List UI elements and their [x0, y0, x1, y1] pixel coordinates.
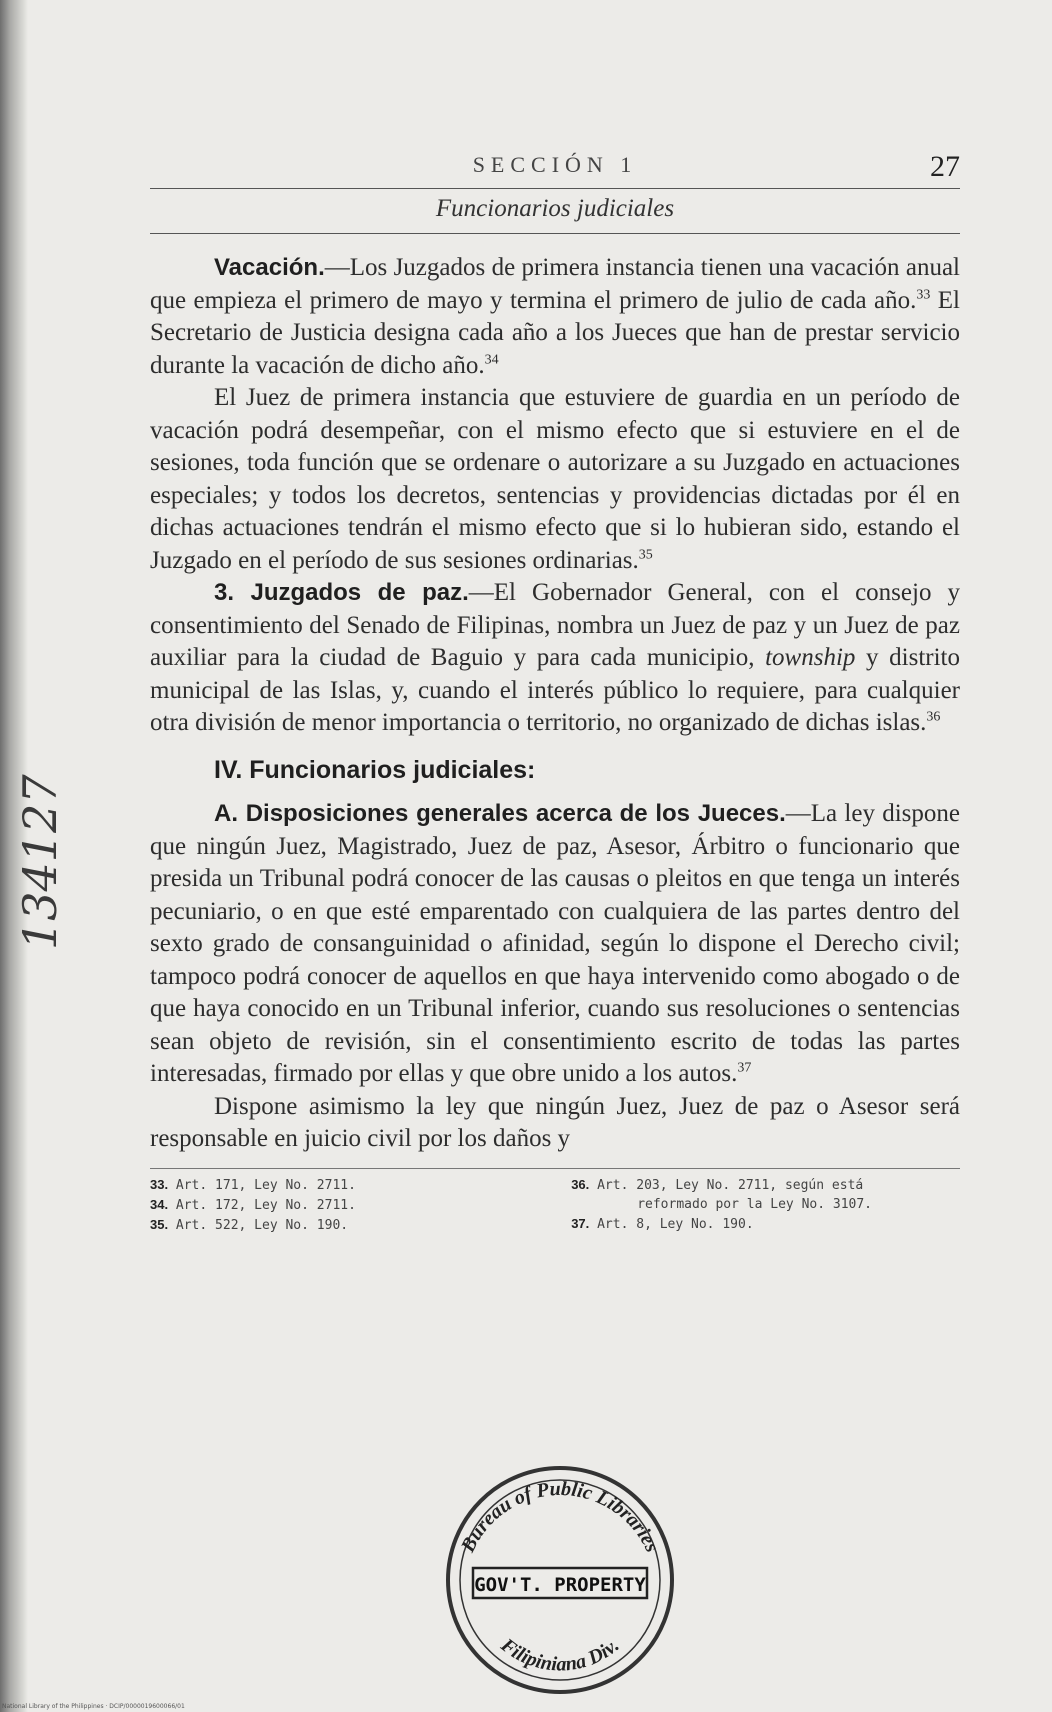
footnotes-left	[150, 1175, 539, 1235]
running-subtitle: Funcionarios judiciales	[150, 189, 960, 234]
footnote	[571, 1175, 960, 1195]
running-header	[150, 140, 960, 189]
footnote-text: Art. 172, Ley No. 2711.	[175, 1197, 356, 1213]
footnote-number: 34.	[150, 1196, 169, 1212]
footnote-number: 37.	[571, 1215, 590, 1231]
section-heading-iv: IV. Funcionarios judiciales:	[214, 755, 536, 784]
footnote-text: Art. 522, Ley No. 190.	[175, 1217, 349, 1233]
paragraph-dispone	[150, 1091, 960, 1156]
footnote	[150, 1195, 539, 1215]
paragraph-vacacion	[150, 252, 960, 382]
paragraph-text: —El Gobernador General, con el consejo y consentimiento del Senado de Filipinas, nombra un Juez de paz y un Juez de paz auxiliar para la ciudad de Baguio y para cada municipio,	[150, 579, 960, 671]
footnote-continuation: reformado por la Ley No. 3107.	[637, 1196, 873, 1212]
run-in-heading: 3. Juzgados de paz.	[214, 579, 469, 606]
run-in-heading: Vacación.	[214, 254, 325, 281]
footnote	[571, 1214, 960, 1234]
paragraph-juzgados-paz	[150, 577, 960, 740]
paragraph-text: —Los Juzgados de primera instancia tienen una vacación anual que empieza el primero de mayo y termina el primero de julio de cada año.	[150, 254, 960, 314]
paragraph-text: y distrito municipal de las Islas, y, cuando el interés público lo requiere, para cualquier otra división de menor importancia o territorio, no organizado de dichas islas.	[150, 644, 960, 736]
paragraph-disposiciones	[150, 798, 960, 1091]
library-stamp	[425, 1440, 695, 1700]
footnotes-right	[571, 1175, 960, 1235]
footnote	[150, 1215, 539, 1235]
paragraph-text: El Juez de primera instancia que estuviere de guardia en un período de vacación podrá desempeñar, con el mismo efecto que si estuviere en el de sesiones, toda función que se ordenare o autorizare a su Juzgado en actuaciones especiales; y todos los decretos, sentencias y providencias dictadas por él en dichas actuaciones tendrán el mismo efecto que si lo hubieran sido, estando el Juzgado en el período de sus sesiones ordinarias.	[150, 384, 960, 574]
paragraph-text: Dispone asimismo la ley que ningún Juez, Juez de paz o Asesor será responsable en juicio civil por los daños y	[150, 1092, 960, 1152]
stamp-bottom-text: Filipiniana Div.	[496, 1634, 624, 1676]
footnote-number: 33.	[150, 1176, 169, 1192]
footnotes	[150, 1168, 960, 1235]
stamp-ring-text: Bureau of Public Libraries	[456, 1477, 664, 1556]
body-text	[150, 252, 960, 1156]
italic-term: township	[765, 644, 856, 671]
footnote-number: 36.	[571, 1176, 590, 1192]
paragraph-juez-guardia	[150, 382, 960, 577]
footnote-ref: 37	[737, 1060, 752, 1076]
footnote-text: Art. 203, Ley No. 2711, según está	[597, 1177, 864, 1193]
footnote-ref: 34	[484, 352, 499, 368]
footnote-text: Art. 8, Ley No. 190.	[597, 1216, 754, 1232]
footnote-ref: 33	[916, 287, 931, 303]
paragraph-text: El Secretario de Justicia designa cada año a los Jueces que han de prestar servicio durante la vacación de dicho año.	[150, 286, 961, 379]
section-label: SECCIÓN 1	[472, 152, 638, 177]
footnote-text: Art. 171, Ley No. 2711.	[175, 1177, 356, 1193]
page-number: 27	[930, 150, 960, 183]
paragraph-text: —La ley dispone que ningún Juez, Magistrado, Juez de paz, Asesor, Árbitro o funcionario que presida un Tribunal podrá conocer de las causas o pleitos en que tenga un interés pecuniario, o en que esté emparentado con cualquiera de las partes dentro del sexto grado de consanguinidad o afinidad, según lo dispone el Derecho civil; tampoco podrá conocer de aquellos en que haya intervenido como abogado o de que haya conocido en un Tribunal inferior, cuando sus resoluciones o sentencias sean objeto de revisión, sin el consentimiento escrito de todas las partes interesadas, firmado por ellas y que obre unido a los autos.	[150, 800, 960, 1087]
stamp-center-text: GOV'T. PROPERTY	[474, 1574, 646, 1596]
book-page	[150, 140, 960, 1235]
footnote	[150, 1175, 539, 1195]
run-in-heading: A. Disposiciones generales acerca de los Jueces.	[214, 800, 786, 827]
handwritten-accession-number	[8, 700, 78, 960]
footnote-ref: 36	[926, 709, 941, 725]
handwriting-text: 134127	[13, 774, 67, 950]
library-watermark-strip: National Library of the Philippines · DCIP/0000019600066/01	[2, 1703, 185, 1710]
footnote-ref: 35	[638, 547, 653, 563]
footnote-number: 35.	[150, 1216, 169, 1232]
